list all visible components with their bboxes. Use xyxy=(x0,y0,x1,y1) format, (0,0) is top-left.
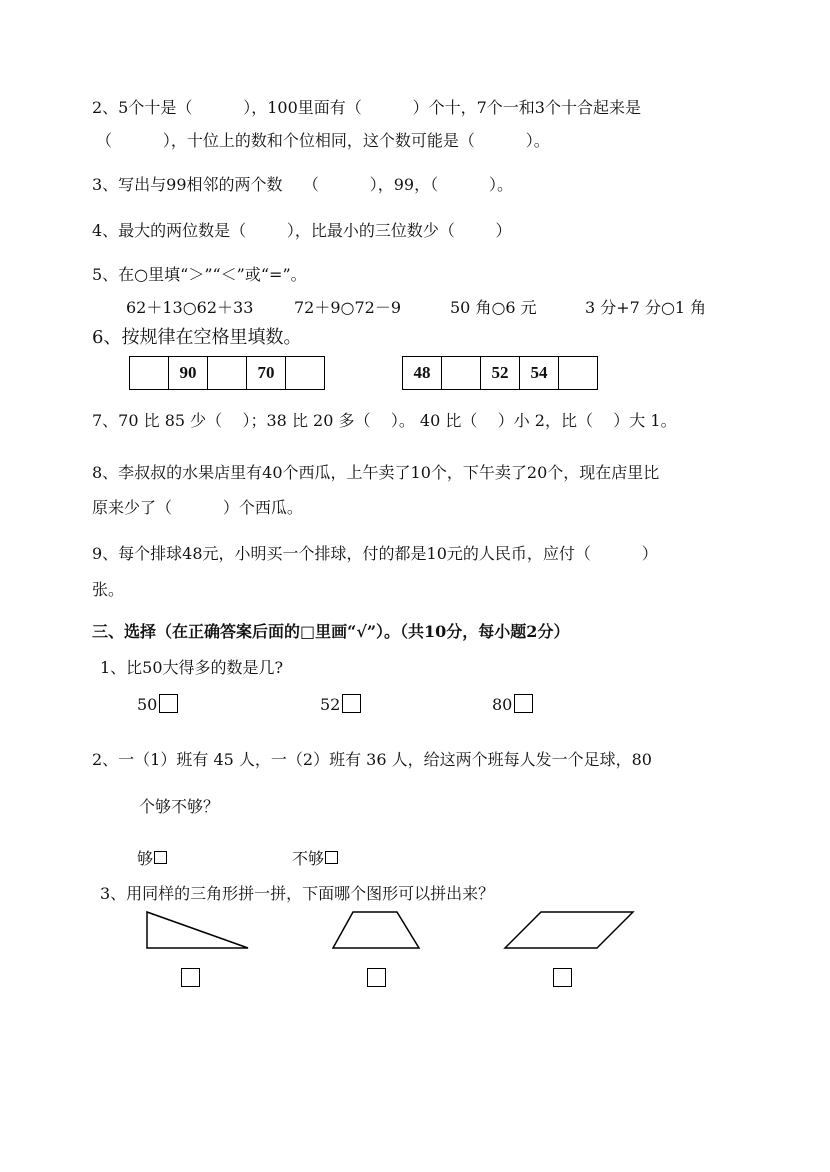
q5-item-4: 3 分+7 分○1 角 xyxy=(585,298,707,317)
triangle-answer-checkbox[interactable] xyxy=(181,968,200,987)
seq2-cell-3: 52 xyxy=(481,357,520,390)
q8-line2: 原来少了（ ）个西瓜。 xyxy=(92,498,303,517)
s3q2-line1: 2、一（1）班有 45 人，一（2）班有 36 人，给这两个班每人发一个足球，80 xyxy=(92,750,652,769)
q4-text: 4、最大的两位数是（ ），比最小的三位数少（ ） xyxy=(92,221,512,240)
s3q1-title: 1、比50大得多的数是几? xyxy=(100,658,284,677)
q2-line1: 2、5个十是（ ），100里面有（ ）个十，7个一和3个十合起来是 xyxy=(92,98,641,117)
trapezoid-answer-checkbox[interactable] xyxy=(367,968,386,987)
seq1-cell-2: 90 xyxy=(169,357,208,390)
q2-line2: （ ），十位上的数和个位相同，这个数可能是（ ）。 xyxy=(96,131,550,150)
q5-item-1: 62＋13○62＋33 xyxy=(126,298,254,317)
seq1-cell-4: 70 xyxy=(247,357,286,390)
seq2-cell-4: 54 xyxy=(520,357,559,390)
q3-text: 3、写出与99相邻的两个数 （ ），99，（ ）。 xyxy=(92,175,513,194)
option-label: 够 xyxy=(137,849,154,868)
option-label: 50 xyxy=(137,695,158,714)
q5-item-2: 72＋9○72－9 xyxy=(294,298,402,317)
parallelogram-answer-checkbox[interactable] xyxy=(553,968,572,987)
q9-line1: 9、每个排球48元，小明买一个排球，付的都是10元的人民币，应付（ ） xyxy=(92,544,658,563)
option-label: 不够 xyxy=(292,849,325,868)
q7-text: 7、70 比 85 少（ ）；38 比 20 多（ ）。 40 比（ ）小 2，比（ ）大 1。 xyxy=(92,411,677,430)
q6-title: 6、按规律在空格里填数。 xyxy=(92,327,302,348)
q5-item-3: 50 角○6 元 xyxy=(450,298,537,317)
s3q3-title: 3、用同样的三角形拼一拼，下面哪个图形可以拼出来？ xyxy=(100,884,495,903)
q8-line1: 8、李叔叔的水果店里有40个西瓜，上午卖了10个，下午卖了20个，现在店里比 xyxy=(92,463,660,482)
q9-line2: 张。 xyxy=(92,580,125,599)
option-label: 52 xyxy=(320,695,341,714)
s3q2-line2: 个够不够？ xyxy=(139,797,220,816)
seq2-cell-1: 48 xyxy=(403,357,442,390)
parallelogram-shape xyxy=(505,912,633,948)
right-triangle-shape xyxy=(147,912,248,948)
trapezoid-shape xyxy=(333,912,419,948)
q5-title: 5、在○里填“＞”“＜”或“=”。 xyxy=(92,265,307,284)
option-label: 80 xyxy=(492,695,513,714)
section3-title: 三、选择（在正确答案后面的□里画“√”）。（共10分，每小题2分） xyxy=(92,622,570,641)
